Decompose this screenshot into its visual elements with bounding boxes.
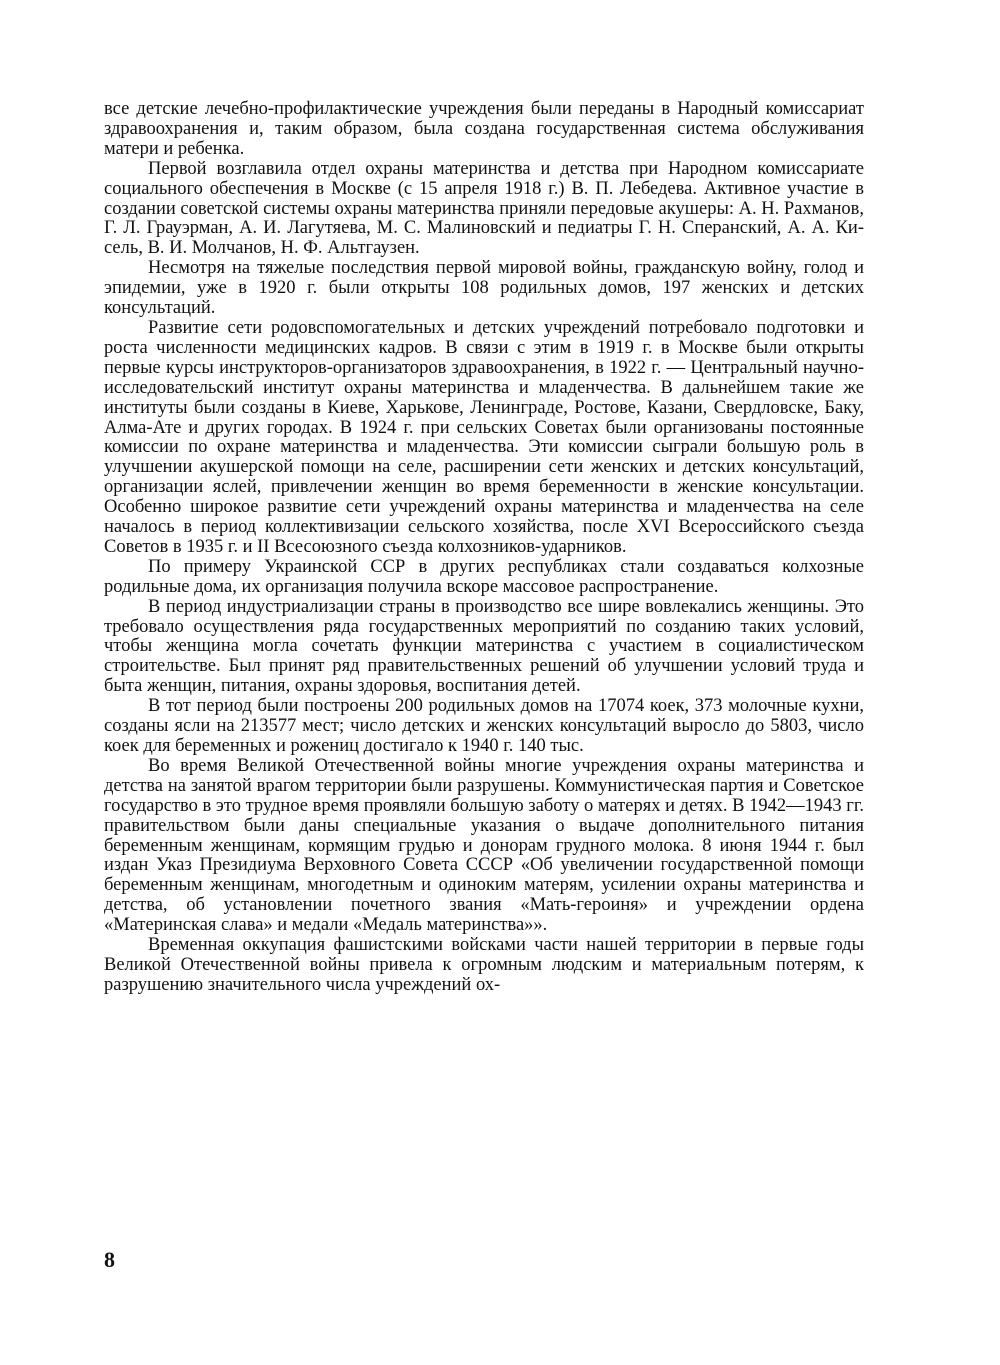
paragraph-3: Несмотря на тяжелые последствия первой мировой войны, гражданскую войну, голод и эпидемии, уже в 1920 г. были открыты 108 родильных домов, 197 женских и детских консультаций. [104,258,864,319]
paragraph-8: Во время Великой Отечественной войны многие учреждения охраны материнства и детства на занятой врагом территории были разрушены. Коммунистическая партия и Советское государство в это трудное время проявляли большую заботу о матерях и детях. В 1942—1943 гг. правительством были даны специальные указания о выдаче дополнительного питания беременным женщинам, кормящим грудью и донорам грудного молока. 8 июня 1944 г. был издан Указ Президиума Верховного Совета СССР «Об увеличении государственной помощи беременным женщинам, многодетным и одиноким матерям, усилении охраны материнства и детства, об установлении почетного звания «Мать-героиня» и учреждении ордена «Материнская слава» и медали «Медаль материнства»». [104,755,864,936]
page-body [104,100,864,996]
paragraph-2: Первой возглавила отдел охраны материнства и детства при Народном комиссариате социального обеспечения в Москве (с 15 апреля 1918 г.) В. П. Лебедева. Активное участие в создании советской системы охраны материнства приняли передовые акушеры: А. Н. Рахманов, Г. Л. Грауэрман, А. И. Лагутяева, М. С. Малиновский и педиатры Г. Н. Сперанский, А. А. Кисель, В. И. Молчанов, Н. Ф. Альтгаузен. [104,158,864,259]
paragraph-7: В тот период были построены 200 родильных домов на 17074 коек, 373 молочные кухни, созданы ясли на 213577 мест; число детских и женских консультаций выросло до 5803, число коек для беременных и рожениц достигало к 1940 г. 140 тыс. [104,696,864,756]
paragraph-9: Временная оккупация фашистскими войсками части нашей территории в первые годы Великой Отечественной войны привела к огромным людским и материальным потерям, к разрушению значительного числа учреждений ох- [104,935,864,995]
paragraph-6: В период индустриализации страны в производство все шире вовлекались женщины. Это требовало осуществления ряда государственных мероприятий по созданию таких условий, чтобы женщина могла сочетать функции материнства с участием в социалистическом строительстве. Был принят ряд правительственных решений об улучшении условий труда и быта женщин, питания, охраны здоровья, воспитания детей. [104,596,864,697]
page-number: 8 [104,1247,115,1272]
paragraph-1: все детские лечебно-профилактические учреждения были переданы в Народный комиссариат здравоохранения и, таким образом, была создана государственная система обслуживания матери и ребенка. [104,99,864,159]
paragraph-4: Развитие сети родовспомогательных и детских учреждений потребовало подготовки и роста численности медицинских кадров. В связи с этим в 1919 г. в Москве были открыты первые курсы инструкторов-организаторов здравоохранения, в 1922 г. — Центральный научно-исследовательский институт охраны материнства и младенчества. В дальнейшем такие же институты были созданы в Киеве, Харькове, Ленинграде, Ростове, Казани, Свердловске, Баку, Алма-Ате и других городах. В 1924 г. при сельских Советах были организованы постоянные комиссии по охране материнства и младенчества. Эти комиссии сыграли большую роль в улучшении акушерской помощи на селе, расширении сети женских и детских консультаций, организации яслей, привлечении женщин во время беременности в женские консультации. Особенно широкое развитие сети учреждений охраны материнства и младенчества на селе началось в период коллективизации сельского хозяйства, после XVI Всероссийского съезда Советов в 1935 г. и II Всесоюзного съезда колхозников-ударников. [104,317,864,557]
paragraph-5: По примеру Украинской ССР в других республиках стали создаваться колхозные родильные дома, их организация получила вскоре массовое распространение. [104,556,864,597]
